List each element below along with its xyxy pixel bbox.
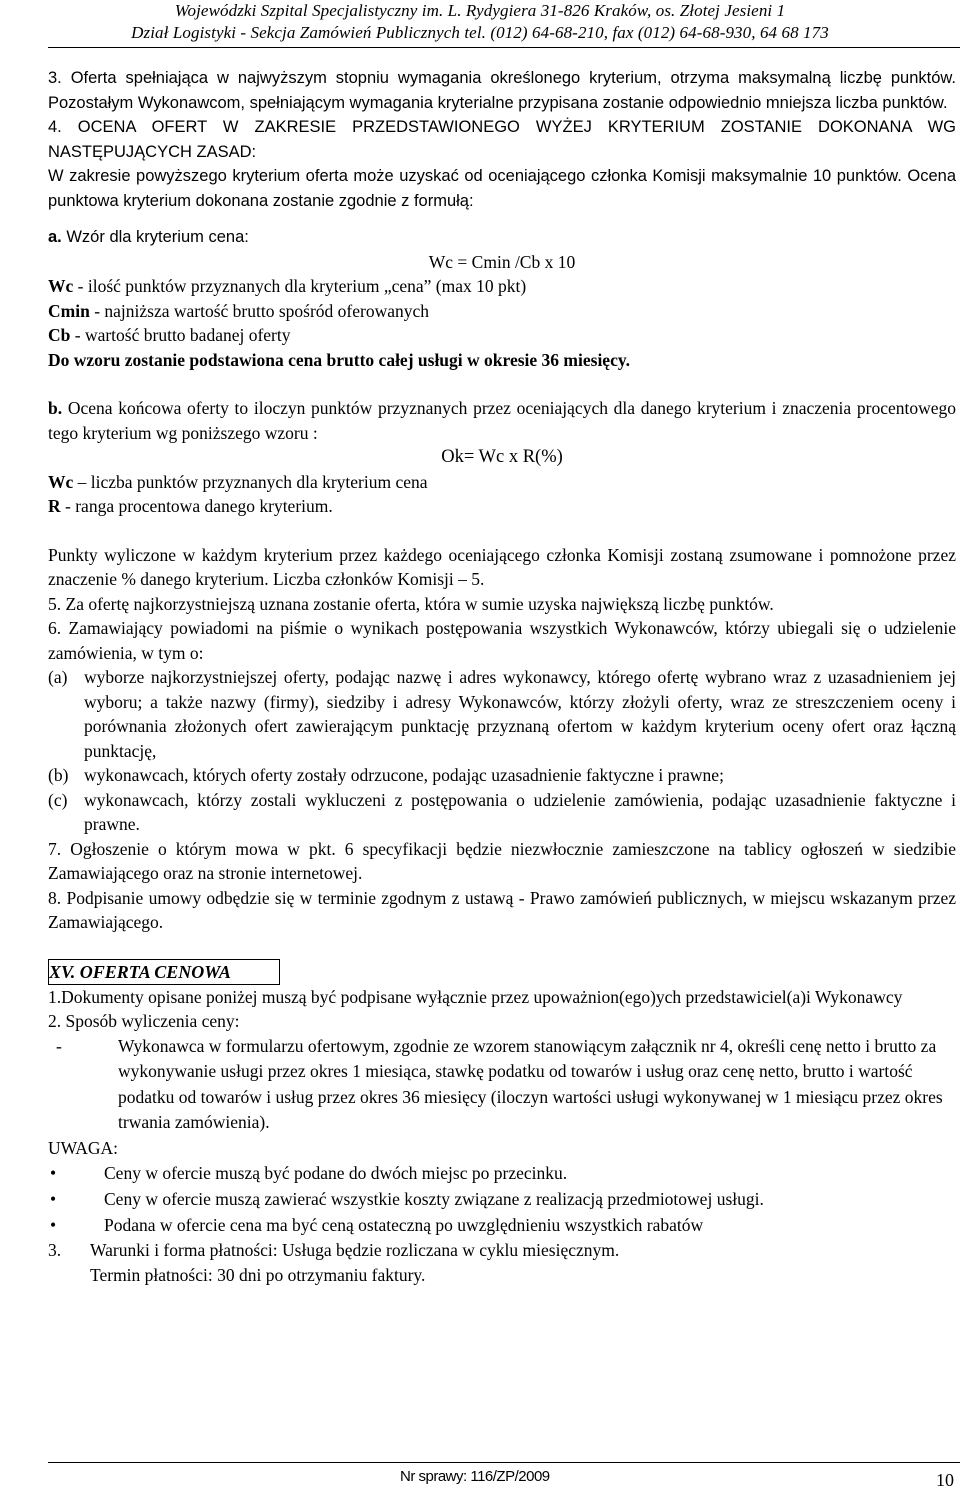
dash-item-text: Wykonawca w formularzu ofertowym, zgodnie ze wzorem stanowiącym załącznik nr 4, określi cenę netto i brutto za wykonywanie usługi przez okres 1 miesiąca, stawkę podatku od towarów i usług oraz cenę netto, brutto i wartość podatku od towarów i usług przez okres 36 miesięcy (iloczyn wartości usługi wykonywanej w 1 miesiącu przez okres trwania zamówienia).: [118, 1035, 943, 1132]
def-cb: [48, 323, 956, 348]
bullet-item-text: Ceny w ofercie muszą zawierać wszystkie koszty związane z realizacją przedmiotowej usługi.: [104, 1189, 764, 1209]
def-cb-label: Cb: [48, 325, 71, 345]
section-item-3: [48, 1238, 956, 1288]
bullet-item: [48, 1212, 956, 1238]
paragraph-6: 6. Zamawiający powiadomi na piśmie o wynikach postępowania wszystkich Wykonawców, którzy ubiegali się o udzielenie zamówienia, w tym o:: [48, 618, 956, 663]
dash-item: [48, 1034, 956, 1136]
list-item-text: wykonawcach, którzy zostali wykluczeni z postępowania o udzielenie zamówienia, podając uzasadnienie faktyczne i prawne.: [84, 789, 956, 834]
list-item: [48, 665, 956, 763]
section-item-1: 1.Dokumenty opisane poniżej muszą być podpisane wyłącznie przez upoważnion(ego)ych przedstawiciel(a)i Wykonawcy: [48, 986, 903, 1007]
section-heading: XV. OFERTA CENOWA: [48, 959, 280, 985]
def-wc-label: Wc: [48, 276, 74, 296]
paragraph-4-text: W zakresie powyższego kryterium oferta może uzyskać od oceniającego członka Komisji maksymalnie 10 punktów. Ocena punktowa kryterium dokonana zostanie zgodnie z formułą:: [48, 167, 956, 210]
list-item-label: (b): [48, 765, 69, 785]
criterion-a: [48, 225, 956, 250]
header-line-1: Wojewódzki Szpital Specjalistyczny im. L. Rydygiera 31-826 Kraków, os. Złotej Jesieni 1: [174, 1, 786, 20]
list-item-text: wyborze najkorzystniejszej oferty, podając nazwę i adres wykonawcy, którego ofertę wybrano wraz z uzasadnieniem jej wyboru; a także nazwy (firmy), siedziby i adresy Wykonawców, którzy złożyli oferty, wraz ze streszczeniem oceny i porównania złożonych ofert zawierającym punktację przyznaną ofertom w każdym kryterium oceny ofert oraz łączną punktację,: [84, 667, 956, 761]
formula-price: Wc = Cmin /Cb x 10: [428, 251, 576, 272]
criterion-a-text: Wzór dla kryterium cena:: [66, 228, 249, 246]
bullet-item: [48, 1186, 956, 1212]
criterion-b-text: Ocena końcowa oferty to iloczyn punktów przyznanych przez oceniających dla danego kryterium i znaczenia procentowego tego kryterium wg poniższego wzoru :: [48, 398, 956, 443]
spacer: [48, 519, 956, 543]
header-line-2: Dział Logistyki - Sekcja Zamówień Publicznych tel. (012) 64-68-210, fax (012) 64-68-930, 64 68 173: [131, 23, 829, 42]
points-summary: Punkty wyliczone w każdym kryterium przez każdego oceniającego członka Komisji zostaną zsumowane i pomnożone przez znaczenie % danego kryterium. Liczba członków Komisji – 5.: [48, 544, 956, 589]
def-cb-text: - wartość brutto badanej oferty: [70, 325, 291, 345]
list-item-text: wykonawcach, których oferty zostały odrzucone, podając uzasadnienie faktyczne i prawne;: [84, 765, 724, 785]
spacer: [48, 213, 956, 225]
header-rule: [48, 47, 960, 48]
spacer: [48, 935, 956, 959]
paragraph-3: 3. Oferta spełniająca w najwyższym stopniu wymagania określonego kryterium, otrzyma maksymalną liczbę punktów. Pozostałym Wykonawcom, spełniającym wymagania kryterialne przypisana zostanie odpowiednio mniejsza liczba punktów.: [48, 69, 956, 112]
paragraph-7: 7. Ogłoszenie o którym mowa w pkt. 6 specyfikacji będzie niezwłocznie zamieszczone na tablicy ogłoszeń w siedzibie Zamawiającego oraz na stronie internetowej.: [48, 838, 956, 883]
bullet-item-text: Podana w ofercie cena ma być ceną ostateczną po uwzględnieniu wszystkich rabatów: [104, 1215, 704, 1235]
bullet-icon: •: [50, 1189, 57, 1209]
payment-terms: Warunki i forma płatności: Usługa będzie rozliczana w cyklu miesięcznym.: [90, 1240, 620, 1260]
def-r-text: - ranga procentowa danego kryterium.: [60, 496, 333, 516]
formula-note: Do wzoru zostanie podstawiona cena brutto całej usługi w okresie 36 miesięcy.: [48, 349, 631, 370]
bullet-icon: •: [50, 1215, 57, 1235]
def-r-label: R: [48, 496, 61, 516]
section-item-3-label: 3.: [48, 1240, 62, 1260]
def-cmin-label: Cmin: [48, 300, 90, 321]
bullet-item-text: Ceny w ofercie muszą być podane do dwóch miejsc po przecinku.: [104, 1163, 568, 1183]
def-wc2-label: Wc: [48, 471, 74, 492]
list-item-label: (c): [48, 789, 68, 810]
page-number: 10: [936, 1470, 954, 1490]
paragraph-4-heading: 4. OCENA OFERT W ZAKRESIE PRZEDSTAWIONEGO WYŻEJ KRYTERIUM ZOSTANIE DOKONANA WG NASTĘPUJĄCYCH ZASAD:: [48, 118, 956, 161]
list-item: [48, 788, 956, 837]
payment-deadline: Termin płatności: 30 dni po otrzymaniu faktury.: [90, 1265, 426, 1285]
criterion-b-label: b.: [48, 398, 63, 418]
footer-rule: [48, 1462, 960, 1463]
paragraph-8: 8. Podpisanie umowy odbędzie się w terminie zgodnym z ustawą - Prawo zamówień publicznych, w miejscu wskazanym przez Zamawiającego.: [48, 887, 956, 932]
paragraph-5: 5. Za ofertę najkorzystniejszą uznana zostanie oferta, która w sumie uzyska największą liczbę punktów.: [48, 593, 774, 614]
spacer: [48, 372, 956, 396]
case-number: Nr sprawy: 116/ZP/2009: [400, 1468, 550, 1485]
def-cmin: [48, 299, 956, 324]
def-wc2: [48, 470, 956, 495]
def-wc2-text: – liczba punktów przyznanych dla kryterium cena: [73, 471, 428, 492]
def-wc-text: - ilość punktów przyznanych dla kryterium „cena” (max 10 pkt): [73, 276, 527, 296]
uwaga-label: UWAGA:: [48, 1137, 118, 1158]
def-r: [48, 494, 956, 519]
def-wc: [48, 274, 956, 299]
criterion-a-label: a.: [48, 228, 62, 246]
dash-symbol: -: [56, 1035, 62, 1056]
list-item: [48, 763, 956, 788]
formula-final: Ok= Wc x R(%): [441, 447, 563, 467]
list-item-label: (a): [48, 667, 68, 687]
main-content: [48, 66, 956, 1288]
criterion-b: [48, 396, 956, 445]
def-cmin-text: - najniższa wartość brutto spośród oferowanych: [89, 300, 430, 321]
section-item-2: 2. Sposób wyliczenia ceny:: [48, 1011, 240, 1031]
bullet-item: [48, 1160, 956, 1186]
bullet-icon: •: [50, 1163, 57, 1183]
